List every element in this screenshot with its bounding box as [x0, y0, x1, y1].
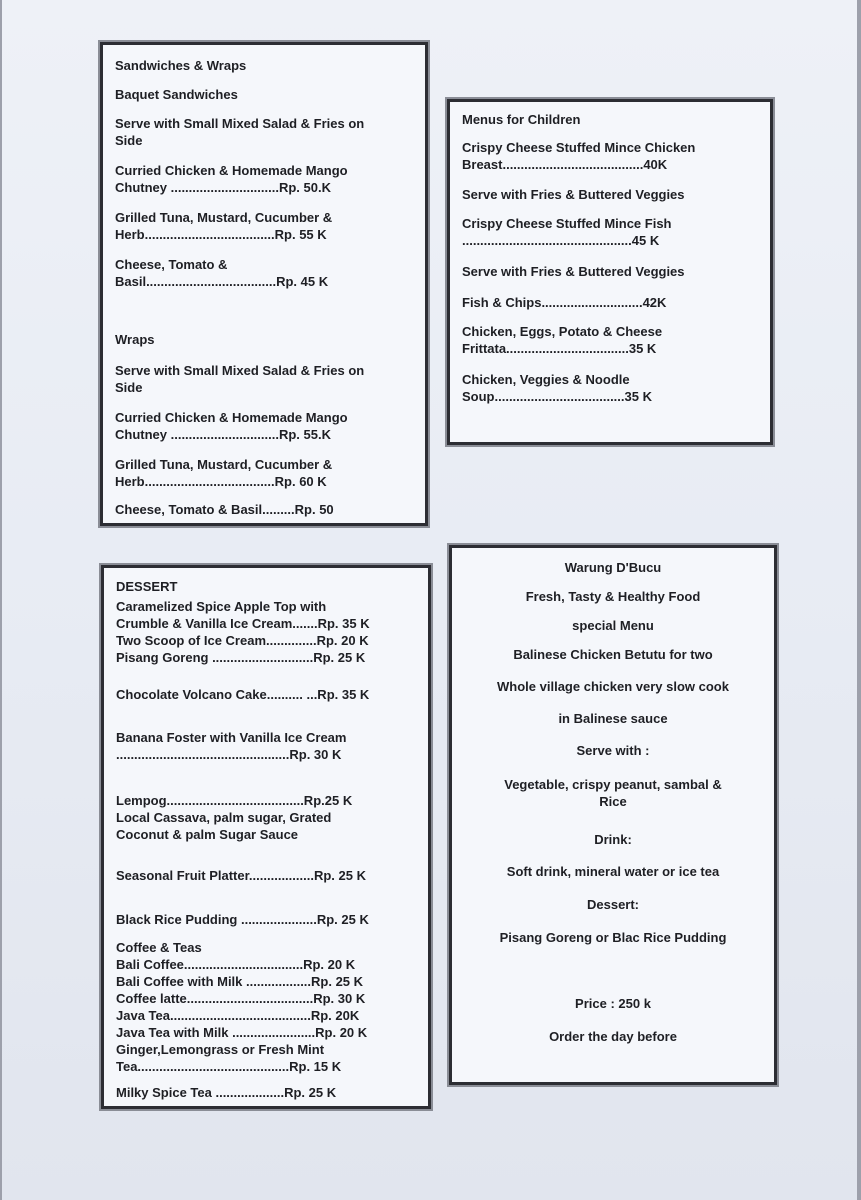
dish-description: in Balinese sauce — [558, 711, 668, 726]
menu-group: Caramelized Spice Apple Top with Crumble & Vanilla Ice Cream.......Rp. 35 K Two Scoop of Ice Cream..............Rp. 20 K Pisang Goreng ............................Rp. 25 K — [116, 599, 370, 665]
menu-page — [2, 0, 857, 1200]
dessert-label: Dessert: — [586, 897, 640, 912]
dish-description: Whole village chicken very slow cook — [497, 679, 729, 694]
menu-item: Seasonal Fruit Platter..................Rp. 25 K — [116, 868, 366, 883]
dessert-box — [101, 565, 431, 1109]
menu-item: Banana Foster with Vanilla Ice Cream ................................................Rp. 30 K — [116, 730, 347, 762]
drink-items: Soft drink, mineral water or ice tea — [506, 864, 720, 879]
menu-item: Milky Spice Tea ...................Rp. 25 K — [116, 1085, 337, 1100]
dessert-items: Pisang Goreng or Blac Rice Pudding — [499, 930, 727, 945]
dish-name: Balinese Chicken Betutu for two — [513, 647, 713, 662]
special-title: special Menu — [572, 618, 654, 633]
menu-item: Curried Chicken & Homemade Mango Chutney ..............................Rp. 55.K — [115, 410, 348, 442]
special-menu-box — [449, 545, 777, 1085]
menu-item: Crispy Cheese Stuffed Mince Chicken Breast.......................................40K — [462, 140, 696, 172]
section-title: DESSERT — [116, 579, 178, 594]
sandwiches-wraps-box — [100, 42, 428, 526]
section-title: Sandwiches & Wraps — [115, 58, 247, 73]
drinks-group: Coffee & Teas Bali Coffee.................................Rp. 20 K Bali Coffee with Milk ..................Rp. 25 K Coffee latte...................................Rp. 30 K Java Tea.......................................Rp. 20K Java Tea with Milk .......................Rp. 20 K Ginger,Lemongrass or Fresh Mint Tea..........................................Rp. 15 K — [116, 940, 368, 1074]
drink-label: Drink: — [594, 832, 632, 847]
tagline: Fresh, Tasty & Healthy Food — [525, 589, 701, 604]
menu-item: Chocolate Volcano Cake.......... ...Rp. 35 K — [116, 687, 370, 702]
children-menu-box — [447, 99, 773, 445]
subsection-title: Baquet Sandwiches — [115, 87, 238, 102]
price: Price : 250 k — [575, 996, 651, 1011]
menu-item: Chicken, Veggies & Noodle Soup....................................35 K — [462, 372, 652, 404]
section-title: Menus for Children — [462, 112, 581, 127]
menu-note: Serve with Small Mixed Salad & Fries on Side — [115, 363, 365, 395]
order-note: Order the day before — [549, 1029, 677, 1044]
menu-item: Crispy Cheese Stuffed Mince Fish ...............................................45 K — [462, 216, 672, 248]
menu-item: Black Rice Pudding .....................Rp. 25 K — [116, 912, 369, 927]
menu-item: Cheese, Tomato & Basil.........Rp. 50 — [115, 502, 334, 517]
serve-with-label: Serve with : — [576, 743, 650, 758]
menu-note: Serve with Fries & Buttered Veggies — [462, 264, 685, 279]
menu-item: Cheese, Tomato & Basil....................................Rp. 45 K — [115, 257, 329, 289]
menu-note: Serve with Fries & Buttered Veggies — [462, 187, 685, 202]
menu-item: Chicken, Eggs, Potato & Cheese Frittata..................................35 K — [462, 324, 663, 356]
menu-note: Serve with Small Mixed Salad & Fries on Side — [115, 116, 365, 148]
restaurant-name: Warung D'Bucu — [564, 560, 662, 575]
serve-with-items: Vegetable, crispy peanut, sambal & Rice — [504, 777, 722, 809]
menu-item: Grilled Tuna, Mustard, Cucumber & Herb....................................Rp. 55 K — [115, 210, 333, 242]
menu-item: Grilled Tuna, Mustard, Cucumber & Herb....................................Rp. 60 K — [115, 457, 333, 489]
subsection-title: Wraps — [115, 332, 155, 347]
menu-item: Curried Chicken & Homemade Mango Chutney ..............................Rp. 50.K — [115, 163, 348, 195]
menu-item: Fish & Chips............................42K — [462, 295, 667, 310]
menu-item: Lempog......................................Rp.25 K Local Cassava, palm sugar, Grated Coconut & palm Sugar Sauce — [116, 793, 353, 842]
